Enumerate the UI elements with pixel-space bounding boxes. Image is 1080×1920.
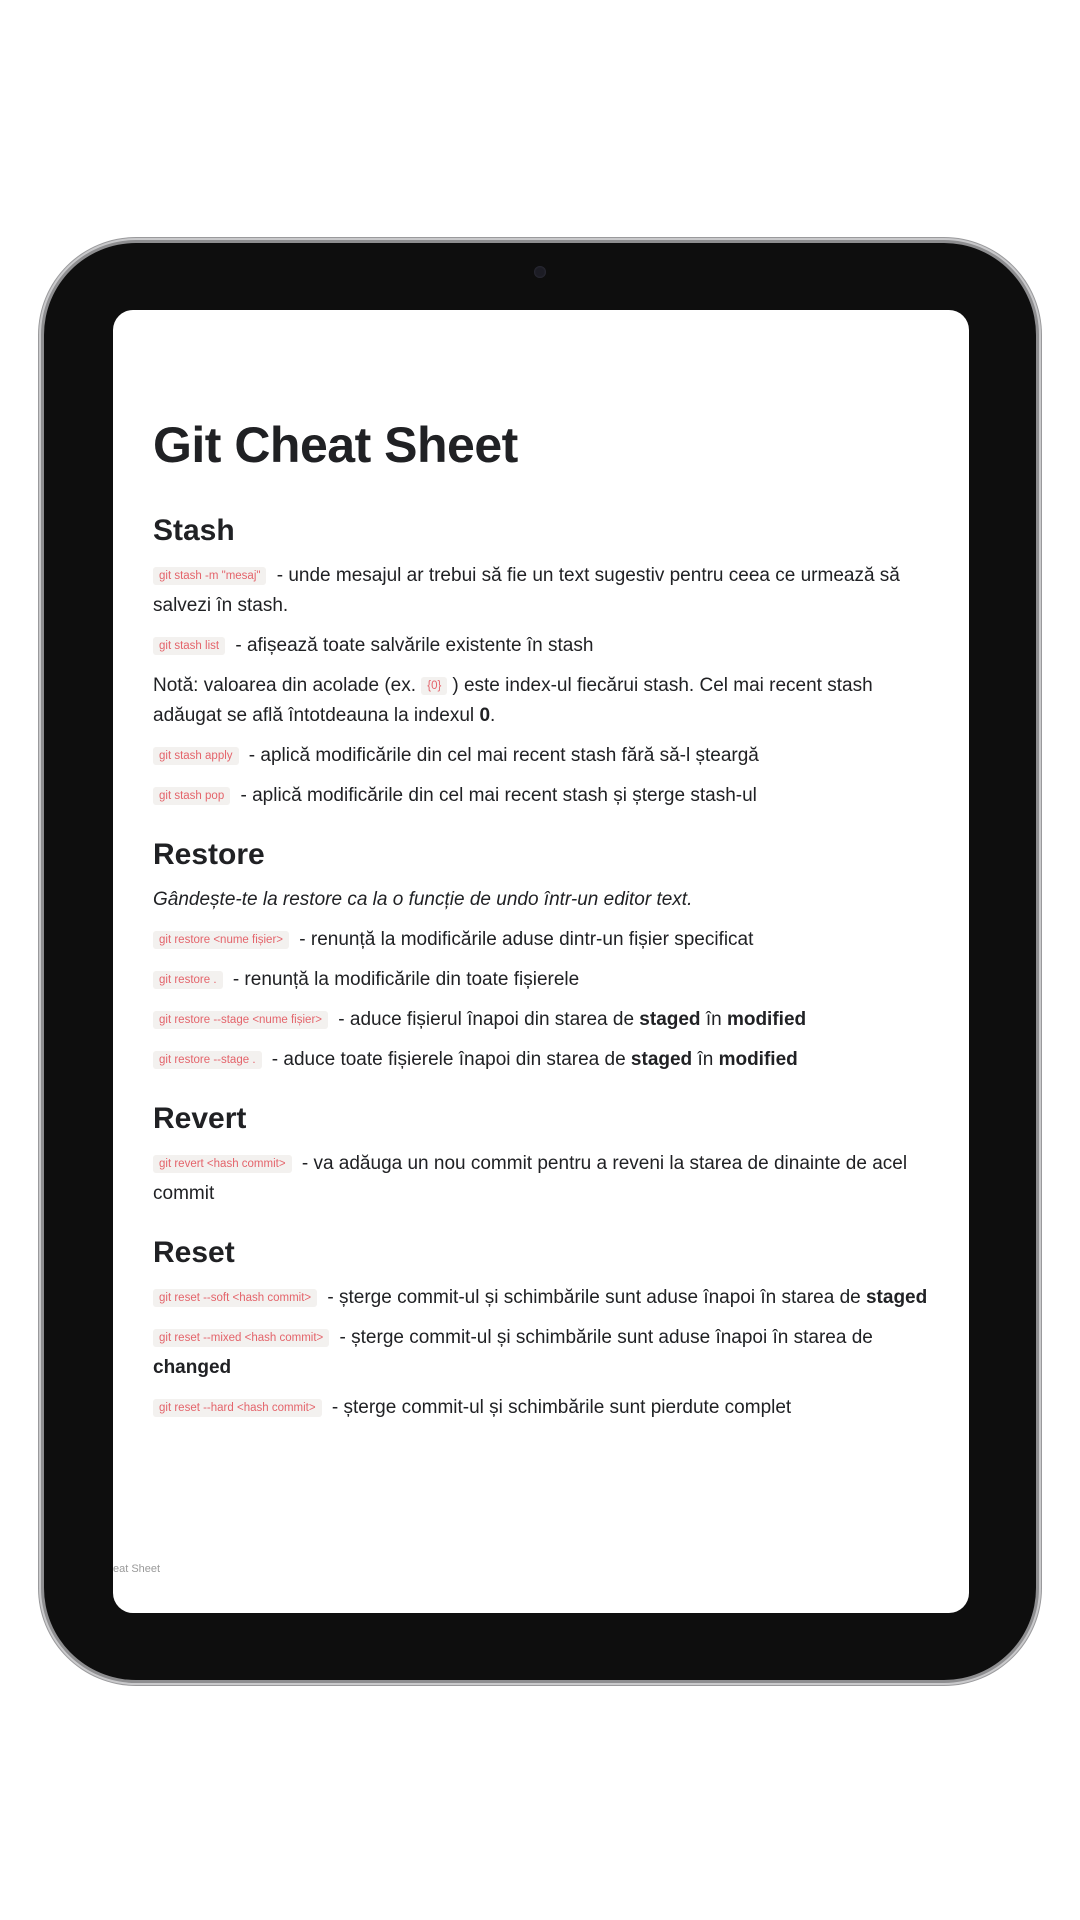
list-item	[153, 1283, 933, 1313]
section-intro: Gândește-te la restore ca la o funcție de undo într-un editor text.	[153, 889, 693, 910]
code-snippet: {0}	[421, 677, 447, 695]
document-page	[153, 418, 933, 1449]
list-item	[153, 1323, 933, 1383]
list-item	[153, 741, 933, 771]
note-text-end: .	[490, 705, 496, 726]
note-text-start: Notă: valoarea din acolade (ex.	[153, 675, 422, 696]
section-restore	[153, 837, 933, 1075]
page-footer: eat Sheet	[113, 1563, 161, 1575]
list-item	[153, 1149, 933, 1209]
list-item	[153, 781, 933, 811]
code-snippet: git stash -m "mesaj"	[153, 567, 266, 585]
front-camera	[534, 266, 546, 278]
item-description: - renunță la modificările aduse dintr-un fișier specificat	[299, 929, 754, 950]
section-heading-restore: Restore	[153, 838, 265, 871]
code-snippet: git restore --stage <nume fișier>	[153, 1011, 328, 1029]
item-description: - șterge commit-ul și schimbările sunt aduse înapoi în starea de	[339, 1327, 873, 1348]
bold-term: modified	[726, 1009, 807, 1030]
document-title: Git Cheat Sheet	[153, 417, 518, 473]
list-item	[153, 631, 933, 661]
section-heading-stash: Stash	[153, 514, 235, 547]
item-description: - aplică modificările din cel mai recent stash fără să-l șteargă	[248, 745, 759, 766]
list-item	[153, 1393, 933, 1423]
note-item	[153, 671, 933, 731]
code-snippet: git reset --hard <hash commit>	[153, 1399, 322, 1417]
item-description: - unde mesajul ar trebui să fie un text sugestiv pentru ceea ce urmează să salvezi în stash.	[153, 565, 900, 616]
item-description: - va adăuga un nou commit pentru a reveni la starea de dinainte de acel commit	[153, 1153, 908, 1204]
list-item	[153, 1045, 933, 1075]
item-description: - șterge commit-ul și schimbările sunt aduse înapoi în starea de	[327, 1287, 866, 1308]
bold-term: changed	[153, 1357, 232, 1378]
tablet-screen	[113, 310, 969, 1613]
bold-term: staged	[630, 1049, 693, 1070]
list-item	[153, 965, 933, 995]
code-snippet: git stash list	[153, 637, 225, 655]
note-text-middle: ) este index-ul fiecărui stash. Cel mai recent stash adăugat se află întotdeauna la indexul	[153, 675, 873, 726]
code-snippet: git reset --mixed <hash commit>	[153, 1329, 329, 1347]
item-description-mid: în	[700, 1009, 727, 1030]
item-description: - șterge commit-ul și schimbările sunt pierdute complet	[331, 1397, 792, 1418]
section-heading-reset: Reset	[153, 1236, 235, 1269]
section-heading-revert: Revert	[153, 1102, 247, 1135]
bold-term: modified	[718, 1049, 798, 1070]
bold-term: staged	[639, 1009, 701, 1030]
section-stash	[153, 513, 933, 811]
note-bold-index: 0	[479, 705, 491, 726]
item-description: - afișează toate salvările existente în stash	[235, 635, 594, 656]
item-description: - aplică modificările din cel mai recent stash și șterge stash-ul	[240, 785, 757, 806]
code-snippet: git restore <nume fișier>	[153, 931, 289, 949]
code-snippet: git restore .	[153, 971, 223, 989]
code-snippet: git revert <hash commit>	[153, 1155, 292, 1173]
item-description: - aduce toate fișierele înapoi din starea de	[271, 1049, 631, 1070]
bold-term: staged	[865, 1287, 928, 1308]
item-description: - renunță la modificările din toate fișierele	[232, 969, 580, 990]
code-snippet: git stash apply	[153, 747, 239, 765]
list-item	[153, 925, 933, 955]
item-description-mid: în	[692, 1049, 719, 1070]
section-reset	[153, 1235, 933, 1423]
list-item	[153, 561, 933, 621]
list-item	[153, 1005, 933, 1035]
code-snippet: git restore --stage .	[153, 1051, 262, 1069]
section-revert	[153, 1101, 933, 1209]
item-description: - aduce fișierul înapoi din starea de	[338, 1009, 640, 1030]
code-snippet: git stash pop	[153, 787, 230, 805]
code-snippet: git reset --soft <hash commit>	[153, 1289, 317, 1307]
